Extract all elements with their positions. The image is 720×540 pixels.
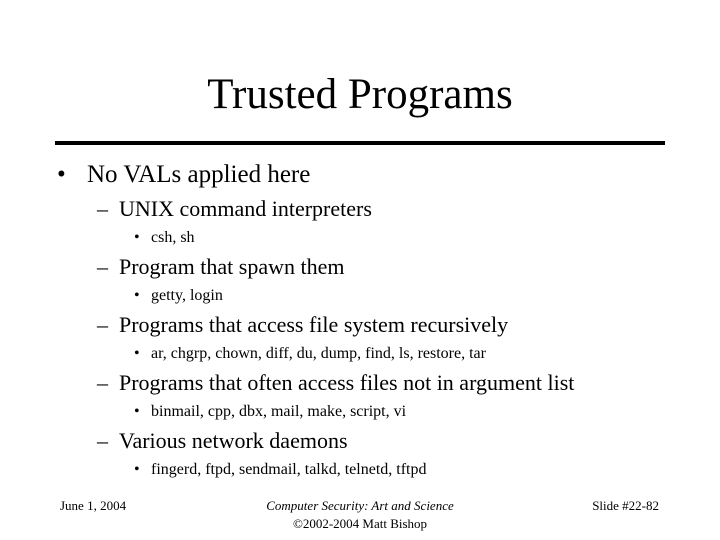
level2-item-text: Programs that access file system recursively bbox=[119, 312, 509, 337]
level3-bullet-marker: • bbox=[134, 345, 140, 362]
level1-bullet-marker: • bbox=[57, 161, 66, 188]
slide-title: Trusted Programs bbox=[207, 71, 513, 118]
level3-item-text: ar, chgrp, chown, diff, du, dump, find, ls, restore, tar bbox=[151, 345, 486, 362]
footer-copyright: ©2002-2004 Matt Bishop bbox=[292, 516, 428, 531]
level2-dash-marker: – bbox=[97, 196, 108, 221]
level3-item-text: binmail, cpp, dbx, mail, make, script, vi bbox=[151, 403, 407, 420]
level2-dash-marker: – bbox=[97, 370, 108, 395]
level3-bullet-marker: • bbox=[134, 403, 140, 420]
level2-item-text: Program that spawn them bbox=[119, 254, 345, 279]
level3-item-text: fingerd, ftpd, sendmail, talkd, telnetd, tftpd bbox=[151, 461, 427, 478]
level2-dash-marker: – bbox=[97, 254, 108, 279]
footer-book-title: Computer Security: Art and Science bbox=[266, 498, 454, 513]
level2-item-text: UNIX command interpreters bbox=[119, 196, 372, 221]
level3-item-text: getty, login bbox=[151, 287, 223, 304]
level2-item-text: Programs that often access files not in argument list bbox=[119, 370, 575, 395]
level2-item-text: Various network daemons bbox=[119, 428, 348, 453]
footer-credit bbox=[210, 497, 510, 533]
title-divider bbox=[55, 141, 665, 145]
level1-bullet-text: No VALs applied here bbox=[87, 161, 311, 188]
level2-dash-marker: – bbox=[97, 428, 108, 453]
footer-slide-number: Slide #22-82 bbox=[592, 498, 659, 513]
level3-bullet-marker: • bbox=[134, 461, 140, 478]
level3-item-text: csh, sh bbox=[151, 229, 195, 246]
level3-bullet-marker: • bbox=[134, 287, 140, 304]
footer-date: June 1, 2004 bbox=[60, 498, 127, 513]
level3-bullet-marker: • bbox=[134, 229, 140, 246]
level2-dash-marker: – bbox=[97, 312, 108, 337]
